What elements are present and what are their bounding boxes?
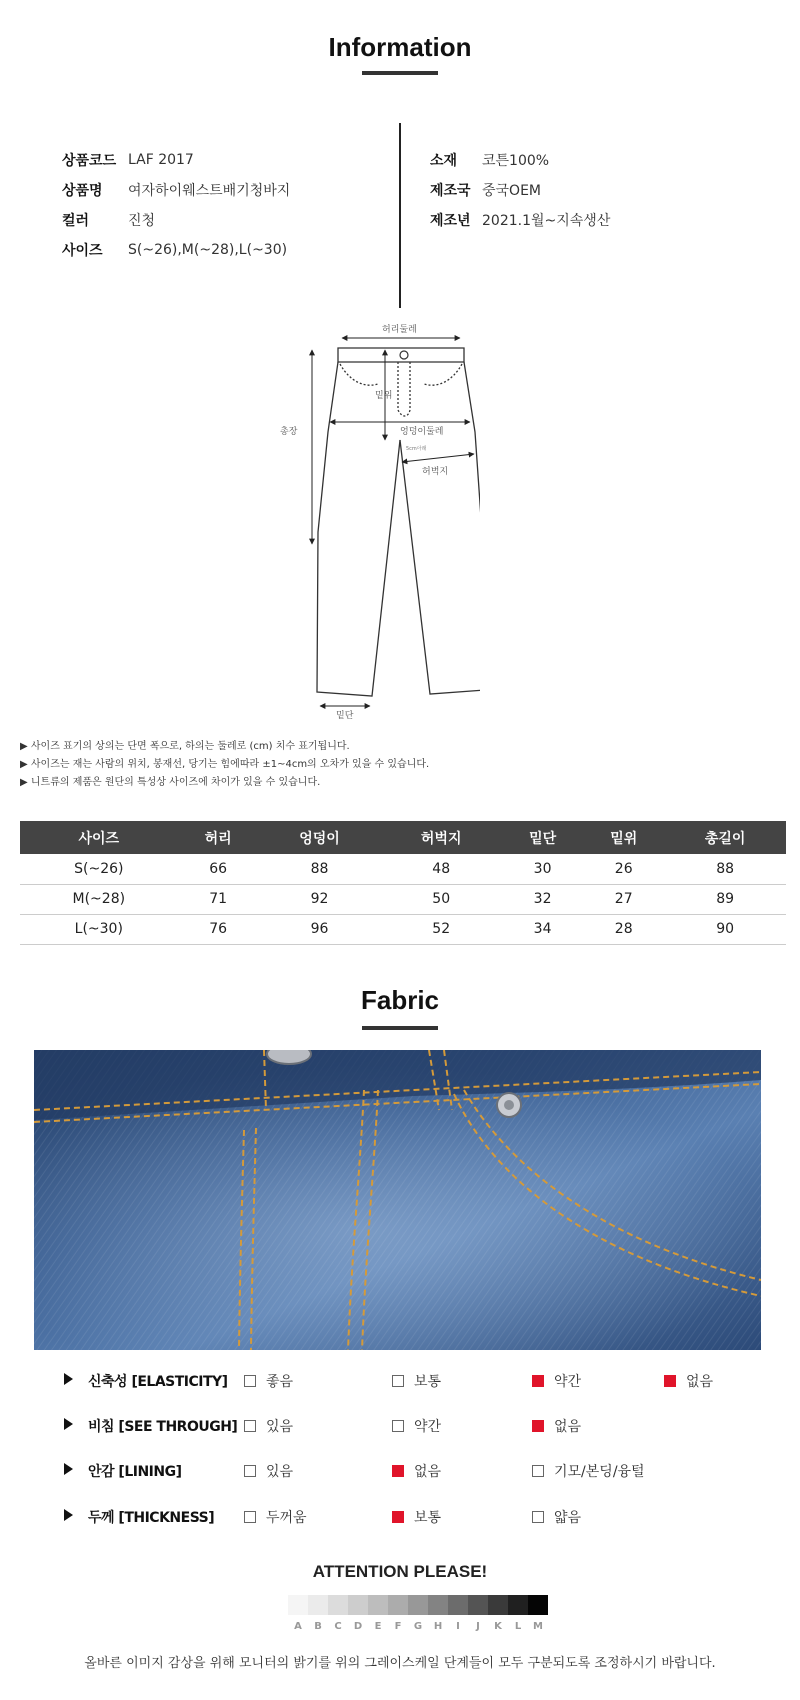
info-value: 코튼100% (482, 153, 550, 169)
empty-box-icon (532, 1511, 544, 1523)
grayscale-bar (288, 1595, 548, 1615)
table-cell: L(~30) (20, 914, 178, 944)
empty-box-icon (244, 1375, 256, 1387)
info-key: 소재 (430, 153, 458, 169)
checked-box-icon (664, 1375, 676, 1387)
table-cell: 71 (178, 884, 259, 914)
table-cell: 66 (178, 854, 259, 884)
fabric-property-row (0, 1412, 800, 1440)
fabric-option-label: 좋음 (266, 1374, 294, 1390)
grayscale-swatch (468, 1595, 488, 1615)
fabric-property-label: 신축성 [ELASTICITY] (88, 1374, 228, 1390)
size-table (20, 821, 786, 945)
checked-box-icon (532, 1420, 544, 1432)
fabric-option (392, 1371, 441, 1391)
hem-label: 밑단 (336, 711, 354, 721)
table-cell: 27 (583, 884, 664, 914)
checked-box-icon (392, 1511, 404, 1523)
size-note: ▶ 사이즈 표기의 상의는 단면 폭으로, 하의는 둘레로 (cm) 치수 표기됩니다. (20, 741, 350, 752)
triangle-bullet-icon (64, 1509, 73, 1521)
information-title: Information (328, 32, 472, 62)
fabric-option (532, 1371, 581, 1391)
left-pocket (340, 364, 378, 385)
grayscale-letters (288, 1621, 548, 1632)
waistband-outline (338, 348, 464, 362)
empty-box-icon (532, 1465, 544, 1477)
fabric-option-label: 있음 (266, 1419, 294, 1435)
grayscale-swatch (288, 1595, 308, 1615)
info-value: 진청 (128, 213, 156, 229)
table-cell: 48 (380, 854, 502, 884)
empty-box-icon (244, 1420, 256, 1432)
table-cell: 92 (259, 884, 381, 914)
grayscale-letter: K (494, 1621, 502, 1632)
table-cell: 34 (502, 914, 583, 944)
fabric-option-label: 없음 (554, 1419, 582, 1435)
table-cell: 88 (664, 854, 786, 884)
waist-label: 허리둘레 (382, 325, 417, 335)
size-table-header-cell: 사이즈 (20, 821, 178, 854)
triangle-bullet-icon (64, 1418, 73, 1430)
table-row (20, 854, 786, 884)
fabric-property-row (0, 1457, 800, 1485)
fabric-option (664, 1371, 713, 1391)
info-divider (399, 123, 401, 308)
info-key: 사이즈 (62, 243, 103, 259)
hip-label: 엉덩이둘레 (400, 427, 444, 437)
grayscale-swatch (348, 1595, 368, 1615)
info-key: 컬러 (62, 213, 90, 229)
fabric-option (392, 1507, 441, 1527)
grayscale-swatch (368, 1595, 388, 1615)
info-value: LAF 2017 (128, 152, 194, 168)
size-note: ▶ 사이즈는 재는 사람의 위치, 봉재선, 당기는 힘에따라 ±1~4cm의 오차가 있을 수 있습니다. (20, 759, 430, 770)
grayscale-letter: D (353, 1621, 363, 1632)
monitor-brightness-note: 올바른 이미지 감상을 위해 모니터의 밝기를 위의 그레이스케일 단계들이 모두 구분되도록 조정하시기 바랍니다. (84, 1656, 716, 1671)
left-leg-outline (317, 362, 400, 696)
info-key: 상품코드 (62, 153, 117, 169)
length-label: 총장 (280, 427, 298, 437)
info-key: 제조년 (430, 213, 471, 229)
fabric-option (532, 1416, 581, 1436)
fabric-option (532, 1507, 581, 1527)
fly-stitch (398, 362, 410, 416)
fabric-option-label: 없음 (686, 1374, 714, 1390)
fabric-option-label: 약간 (414, 1419, 442, 1435)
fabric-option-label: 얇음 (554, 1510, 582, 1526)
denim-fabric-photo (34, 1050, 761, 1350)
grayscale-letter: I (456, 1621, 460, 1632)
grayscale-letter: B (314, 1621, 322, 1632)
fabric-option-label: 약간 (554, 1374, 582, 1390)
table-cell: 89 (664, 884, 786, 914)
fabric-option (244, 1416, 293, 1436)
grayscale-letter: A (294, 1621, 302, 1632)
thigh-offset-note: 5cm아래 (406, 446, 427, 452)
checked-box-icon (532, 1375, 544, 1387)
info-row (62, 235, 290, 265)
product-info-right (430, 145, 610, 235)
empty-box-icon (244, 1511, 256, 1523)
fabric-option (244, 1371, 293, 1391)
button-icon (400, 351, 408, 359)
empty-box-icon (244, 1465, 256, 1477)
info-value: 여자하이웨스트배기청바지 (128, 183, 291, 199)
fabric-property-label: 안감 [LINING] (88, 1464, 182, 1480)
table-cell: 88 (259, 854, 381, 884)
fabric-option-label: 없음 (414, 1464, 442, 1480)
grayscale-swatch (448, 1595, 468, 1615)
pants-measurement-diagram (270, 322, 480, 722)
grayscale-swatch (488, 1595, 508, 1615)
table-cell: S(~26) (20, 854, 178, 884)
fabric-property-label: 두께 [THICKNESS] (88, 1510, 215, 1526)
grayscale-letter: E (374, 1621, 382, 1632)
grayscale-swatch (408, 1595, 428, 1615)
fabric-option (532, 1461, 645, 1481)
grayscale-swatch (428, 1595, 448, 1615)
table-row (20, 884, 786, 914)
fabric-option-label: 기모/본딩/융털 (554, 1464, 645, 1480)
size-table-header-cell: 밑위 (583, 821, 664, 854)
table-cell: 28 (583, 914, 664, 944)
grayscale-letter: L (514, 1621, 522, 1632)
grayscale-letter: C (334, 1621, 342, 1632)
info-row (430, 175, 610, 205)
thigh-label: 허벅지 (422, 467, 449, 477)
checked-box-icon (392, 1465, 404, 1477)
size-table-header-cell: 엉덩이 (259, 821, 381, 854)
info-key: 상품명 (62, 183, 103, 199)
fabric-title-underline (362, 1026, 438, 1030)
table-row (20, 914, 786, 944)
fabric-property-row (0, 1367, 800, 1395)
triangle-bullet-icon (64, 1373, 73, 1385)
grayscale-letter: M (533, 1621, 543, 1632)
info-row (62, 175, 290, 205)
fabric-option (244, 1461, 293, 1481)
grayscale-swatch (528, 1595, 548, 1615)
grayscale-letter: H (433, 1621, 443, 1632)
info-row (62, 205, 290, 235)
fabric-option (392, 1461, 441, 1481)
grayscale-swatch (328, 1595, 348, 1615)
fabric-property-label: 비침 [SEE THROUGH] (88, 1419, 238, 1435)
size-table-header-cell: 총길이 (664, 821, 786, 854)
jeans-button-icon (267, 1050, 311, 1064)
fabric-option-label: 두꺼움 (266, 1510, 307, 1526)
right-pocket (424, 364, 462, 385)
empty-box-icon (392, 1375, 404, 1387)
info-row (430, 145, 610, 175)
grayscale-swatch (308, 1595, 328, 1615)
fabric-option-label: 보통 (414, 1374, 442, 1390)
size-table-header-cell: 허리 (178, 821, 259, 854)
product-info-left (62, 145, 290, 265)
fabric-option-label: 있음 (266, 1464, 294, 1480)
fabric-option (392, 1416, 441, 1436)
table-cell: 30 (502, 854, 583, 884)
grayscale-swatch (508, 1595, 528, 1615)
empty-box-icon (392, 1420, 404, 1432)
size-notes (20, 738, 429, 792)
info-value: 중국OEM (482, 183, 541, 199)
thigh-arrow (402, 454, 474, 462)
fabric-option-label: 보통 (414, 1510, 442, 1526)
fabric-title: Fabric (360, 985, 440, 1015)
rise-label: 밑위 (375, 391, 393, 401)
table-cell: 96 (259, 914, 381, 944)
size-note: ▶ 니트류의 제품은 원단의 특성상 사이즈에 차이가 있을 수 있습니다. (20, 777, 321, 788)
table-cell: 32 (502, 884, 583, 914)
right-leg-outline (400, 362, 480, 694)
table-cell: 50 (380, 884, 502, 914)
table-cell: 76 (178, 914, 259, 944)
grayscale-letter: F (394, 1621, 402, 1632)
info-row (62, 145, 290, 175)
grayscale-letter: G (413, 1621, 423, 1632)
fabric-property-row (0, 1503, 800, 1531)
size-table-header (20, 821, 786, 854)
grayscale-letter: J (476, 1621, 480, 1632)
info-value: 2021.1월~지속생산 (482, 213, 611, 229)
table-cell: 52 (380, 914, 502, 944)
triangle-bullet-icon (64, 1463, 73, 1475)
grayscale-swatch (388, 1595, 408, 1615)
info-key: 제조국 (430, 183, 471, 199)
size-table-header-cell: 허벅지 (380, 821, 502, 854)
information-title-underline (362, 71, 438, 75)
info-value: S(~26),M(~28),L(~30) (128, 242, 288, 258)
info-row (430, 205, 610, 235)
fabric-option (244, 1507, 307, 1527)
table-cell: 26 (583, 854, 664, 884)
table-cell: M(~28) (20, 884, 178, 914)
size-table-header-cell: 밑단 (502, 821, 583, 854)
table-cell: 90 (664, 914, 786, 944)
attention-title: ATTENTION PLEASE! (312, 1562, 488, 1581)
